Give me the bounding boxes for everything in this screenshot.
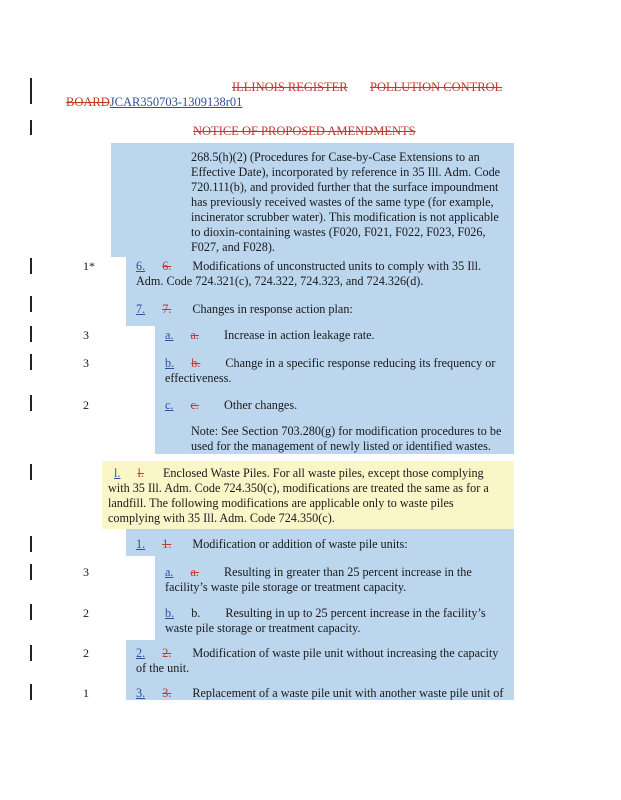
change-bar bbox=[30, 78, 32, 104]
class-label: 1 bbox=[83, 686, 89, 700]
class-label: 3 bbox=[83, 356, 89, 370]
new-number: 1. bbox=[136, 537, 146, 551]
old-number: 6. bbox=[162, 259, 172, 273]
item-l1 bbox=[136, 537, 508, 552]
change-bar bbox=[30, 395, 32, 411]
item-7a bbox=[165, 328, 507, 343]
header-pollution: POLLUTION CONTROL bbox=[370, 80, 503, 94]
old-number: 7. bbox=[162, 302, 172, 316]
class-label: 3 bbox=[83, 328, 89, 342]
old-letter: l. bbox=[137, 466, 144, 480]
top-paragraph: 268.5(h)(2) (Procedures for Case-by-Case Extensions to an Effective Date), incorporated by reference in 35 Ill. Adm. Code 720.111(b), and provided further that the surface impoundment has previously received wastes of the same type (for example, incinerator scrubber water). This modification is not applicable to dioxin-containing wastes (F020, F021, F022, F023, F026, F027, and F028). bbox=[191, 150, 501, 254]
item-text: Change in a specific response reducing its frequency or effectiveness. bbox=[165, 356, 496, 385]
item-text: Modification or addition of waste pile units: bbox=[192, 537, 408, 551]
new-number: 2. bbox=[136, 646, 146, 660]
change-bar bbox=[30, 120, 32, 135]
notice-title: NOTICE OF PROPOSED AMENDMENTS bbox=[193, 124, 416, 138]
new-letter: a. bbox=[165, 565, 174, 579]
old-letter: b. bbox=[191, 356, 201, 370]
new-letter: c. bbox=[165, 398, 174, 412]
section-text: Enclosed Waste Piles. For all waste piles, except those complying with 35 Ill. Adm. Code 724.350(c), modifications are treated the same as for a landfill. The following modifications are applicable only to waste piles complying with 35 Ill. Adm. Code 724.350(c). bbox=[108, 466, 489, 525]
item-l1a bbox=[165, 565, 507, 595]
old-letter: c. bbox=[190, 398, 199, 412]
header-board: BOARD bbox=[66, 95, 110, 109]
change-bar bbox=[30, 354, 32, 370]
item-text: Changes in response action plan: bbox=[192, 302, 353, 316]
item-text: Other changes. bbox=[224, 398, 298, 412]
header-board-line bbox=[66, 95, 242, 110]
item-l1b bbox=[165, 606, 507, 636]
class-label: 2 bbox=[83, 606, 89, 620]
item-text: Resulting in up to 25 percent increase in the facility’s waste pile storage or treatment capacity. bbox=[165, 606, 486, 635]
new-letter: b. bbox=[165, 356, 175, 370]
new-number: 7. bbox=[136, 302, 146, 316]
item-l2 bbox=[136, 646, 508, 676]
new-letter: l. bbox=[114, 466, 121, 480]
old-letter: a. bbox=[190, 565, 199, 579]
item-7 bbox=[136, 302, 508, 317]
section-l bbox=[108, 466, 508, 526]
item-text: Modification of waste pile unit without increasing the capacity of the unit. bbox=[136, 646, 499, 675]
change-bar bbox=[30, 258, 32, 274]
item-l3 bbox=[136, 686, 508, 701]
new-letter: a. bbox=[165, 328, 174, 342]
header-register: ILLINOIS REGISTER bbox=[232, 80, 348, 94]
class-label: 1* bbox=[83, 259, 95, 273]
note: Note: See Section 703.280(g) for modification procedures to be used for the management of newly listed or identified wastes. bbox=[191, 424, 502, 453]
change-bar bbox=[30, 564, 32, 580]
old-number: 2. bbox=[162, 646, 172, 660]
item-text: Increase in action leakage rate. bbox=[224, 328, 375, 342]
change-bar bbox=[30, 536, 32, 552]
change-bar bbox=[30, 464, 32, 480]
old-letter: a. bbox=[190, 328, 199, 342]
class-label: 2 bbox=[83, 646, 89, 660]
change-bar bbox=[30, 604, 32, 620]
item-7b bbox=[165, 356, 507, 386]
class-label: 3 bbox=[83, 565, 89, 579]
new-letter: b. bbox=[165, 606, 175, 620]
item-7c bbox=[165, 398, 507, 413]
header-jcar: JCAR350703-1309138r01 bbox=[109, 95, 243, 109]
item-text: Replacement of a waste pile unit with another waste pile unit of bbox=[192, 686, 504, 700]
new-number: 6. bbox=[136, 259, 146, 273]
change-bar bbox=[30, 296, 32, 312]
change-bar bbox=[30, 326, 32, 342]
old-number: 1. bbox=[162, 537, 172, 551]
item-6 bbox=[136, 259, 508, 289]
item-text: Resulting in greater than 25 percent increase in the facility’s waste pile storage or treatment capacity. bbox=[165, 565, 472, 594]
old-letter: b. bbox=[191, 606, 201, 620]
change-bar bbox=[30, 645, 32, 661]
item-text: Modifications of unconstructed units to comply with 35 Ill. Adm. Code 724.321(c), 724.322, 724.323, and 724.326(d). bbox=[136, 259, 482, 288]
new-number: 3. bbox=[136, 686, 146, 700]
class-label: 2 bbox=[83, 398, 89, 412]
old-number: 3. bbox=[162, 686, 172, 700]
change-bar bbox=[30, 684, 32, 700]
